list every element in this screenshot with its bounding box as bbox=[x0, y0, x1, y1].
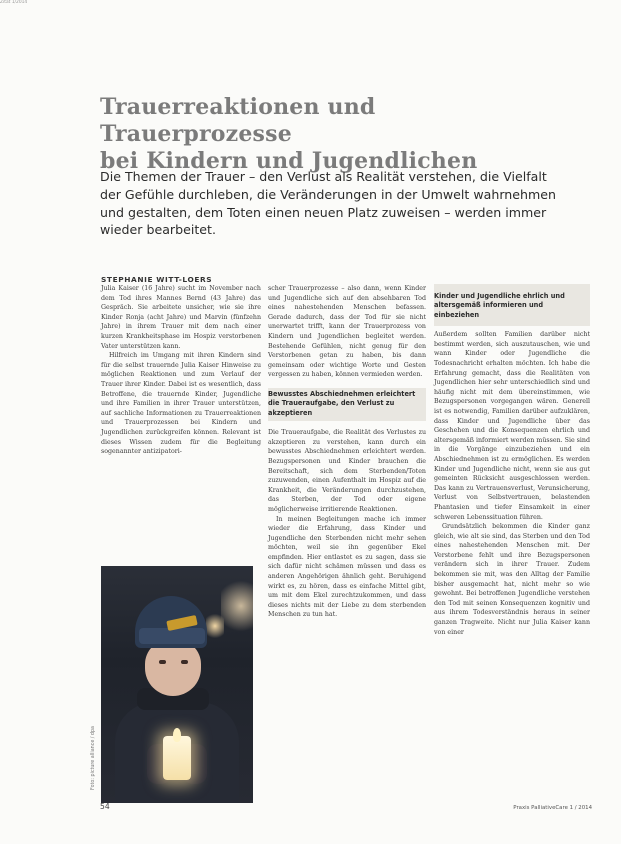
col2-paragraph-3: In meinen Begleitungen mache ich immer wieder die Erfahrung, dass Kinder und Jugendliche den Sterbenden nicht mehr sehen möchten, weil sie ihn gegenüber Ekel empfinden. Hier entlastet es zu sagen, dass sie sich dafür nicht schämen müssen und dass es anderen Angehörigen ähnlich geht. Beruhigend wirkt es, zu hören, dass es einfache Mittel gibt, um mit dem Ekel zurechtzukommen, und dass dieses nichts mit der Liebe zu dem sterbenden Menschen zu tun hat. bbox=[268, 515, 426, 619]
corner-mark: Zitat 1/2014 bbox=[0, 0, 28, 5]
candle-icon bbox=[163, 736, 191, 780]
title-line-1: Trauerreaktionen und Trauerprozesse bbox=[100, 94, 376, 147]
article-lead: Die Themen der Trauer – den Verlust als Realität verstehen, die Vielfalt der Gefühle durchleben, die Veränderungen in der Umwelt wahrnehmen und gestalten, dem Toten einen neuen Platz zuweisen – werden immer wieder bearbeitet. bbox=[100, 169, 556, 238]
col3-paragraph-2: Grundsätzlich bekommen die Kinder ganz gleich, wie alt sie sind, das Sterben und den Tod eines nahestehenden Menschen mit. Der Verstorbene fehlt und ihre Bezugspersonen verändern sich in ihrer Trauer. Zudem bekommen sie mit, was den Alltag der Familie bisher ausgemacht hat, nicht mehr so wie gewohnt. Bei betroffenen Jugendliche verstehen den Tod mit seinen Konsequenzen kognitiv und aus ihrem Todesverständnis heraus in seiner ganzen Tragweite. Nicht nur Julia Kaiser kann von einer bbox=[434, 523, 590, 636]
publication-footer: Praxis PalliativeCare 1 / 2014 bbox=[513, 805, 592, 811]
col1-paragraph-1: Julia Kaiser (16 Jahre) sucht im November nach dem Tod ihres Mannes Bernd (43 Jahre) das Gespräch. Sie arbeitete unsicher, wie sie ihre Kinder Ronja (acht Jahre) und Marvin (fünfzehn Jahre) in ihrem Trauer mit dem nach einer kurzen Krankheitsphase im Hospiz verstorbenen Vater unterstützen kann. bbox=[101, 285, 261, 350]
author-byline: STEPHANIE WITT-LOERS bbox=[101, 275, 213, 284]
col2-subhead: Bewusstes Abschiednehmen erleichtert die Traueraufgabe, den Verlust zu akzeptieren bbox=[268, 389, 416, 417]
col3-subhead-box bbox=[434, 284, 590, 326]
article-title bbox=[100, 94, 570, 175]
col3-subhead: Kinder und Jugendliche ehrlich und altersgemäß informieren und einbeziehen bbox=[434, 292, 565, 319]
col3-paragraph-1: Außerdem sollten Familien darüber nicht bestimmt werden, sich auszutauschen, wie und wann Kinder oder Jugendliche die Todesnachricht erhalten möchten. Ich habe die Erfahrung gemacht, dass die Realitäten von Jugendlichen hier sehr unterschiedlich sind und häufig nicht mit dem übereinstimmen, wie Bezugspersonen vorgegangen wären. Generell ist es notwendig, Familien darüber aufzuklären, dass Kinder und Jugendliche über das Geschehen und die Konsequenzen ehrlich und altersgemäß informiert werden müssen. Sie sind in die Vorgänge einzubeziehen und ein Abschiednehmen ist zu ermöglichen. Es werden Kinder und Jugendliche nicht, wenn sie aus gut gemeinten Rücksicht ausgeschlossen werden. Das kann zu Vertrauensverlust, Verunsicherung, Verlust von Selbstvertrauen, belastenden Phantasien und tiefer Einsamkeit in einer schweren Lebenssituation führen. bbox=[434, 331, 591, 521]
flame-icon bbox=[173, 728, 181, 742]
text-column-3 bbox=[434, 284, 590, 637]
text-column-2 bbox=[268, 284, 426, 620]
col2-paragraph-2: Die Traueraufgabe, die Realität des Verlustes zu akzeptieren zu verstehen, kann durch ein bewusstes Abschiednehmen erleichtert werden. Bezugspersonen und Kinder brauchen die Bereitschaft, sich dem Sterbenden/Toten zuzuwenden, einen Aufenthalt im Hospiz auf die Krankheit, die Veränderungen durchzustehen, das Sterben, der Tod oder eigene möglicherweise irritierende Reaktionen. bbox=[268, 429, 426, 513]
child-with-candle-photo bbox=[101, 566, 253, 803]
title-line-2: bei Kindern und Jugendlichen bbox=[100, 148, 478, 174]
text-column-1 bbox=[101, 284, 261, 457]
col2-paragraph-1: scher Trauerprozesse – also dann, wenn Kinder und Jugendliche sich auf den absehbaren Tod eines nahestehenden Menschen befassen. Gerade dadurch, dass der Tod für sie nicht unerwartet trifft, kann der Trauerprozess von Kindern und Jugendlichen begleitet werden. Bestehende Gefühlen, nicht genug für den Verstorbenen getan zu haben, bis dann gemeinsam oder wichtige Worte und Gesten vergessen zu haben, können vermieden werden. bbox=[268, 285, 426, 379]
photo-credit: Foto: picture alliance / dpa bbox=[91, 726, 96, 790]
col1-paragraph-2: Hilfreich im Umgang mit ihren Kindern sind für die selbst trauernde Julia Kaiser Hinweise zu möglichen Reaktionen und zum Verlauf der Trauer ihrer Kinder. Dabei ist es wesentlich, dass Betroffene, die trauernde Kinder, Jugendliche und ihre Familien in ihrer Trauer unterstützen, auf sachliche Informationen zu Trauerreaktionen und Trauerprozessen bei Kindern und Jugendlichen zurückgreifen können. Relevant ist dieses Wissen zudem für die Begleitung sogenannter antizipatori- bbox=[101, 352, 261, 456]
col2-subhead-box bbox=[268, 388, 426, 421]
page-number: 54 bbox=[100, 802, 110, 811]
